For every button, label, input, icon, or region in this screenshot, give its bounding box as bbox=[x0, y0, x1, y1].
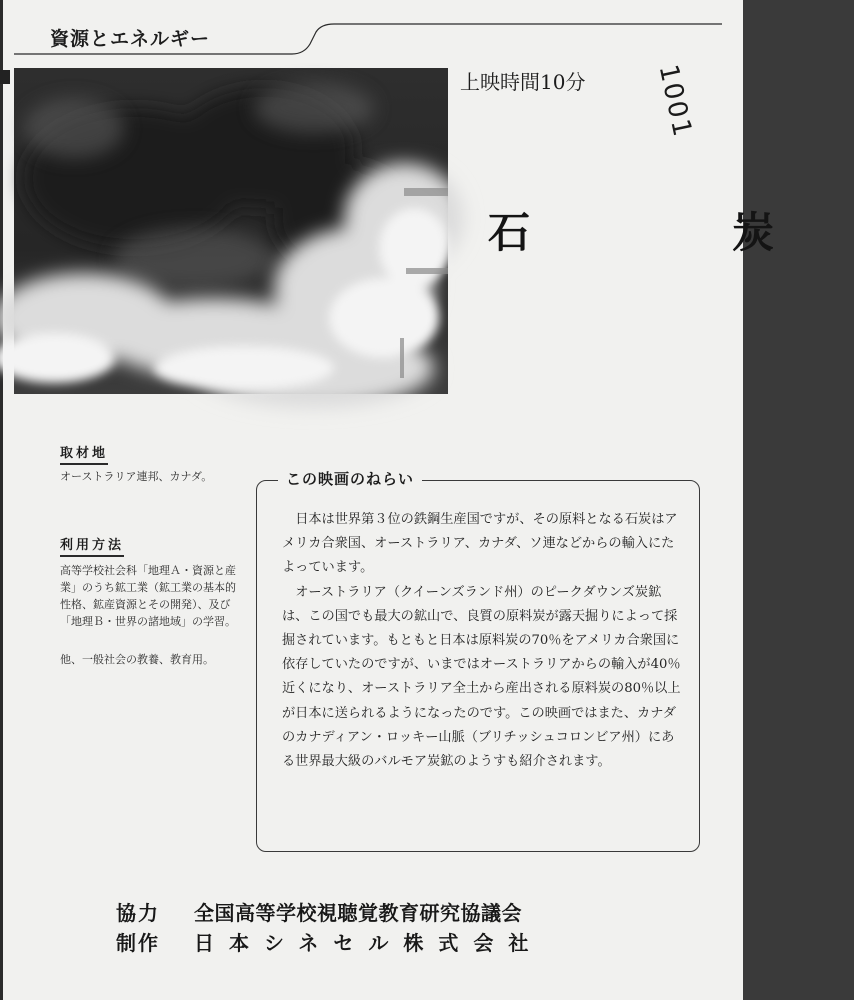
page-edge-mark bbox=[0, 70, 10, 84]
credit-cooperation bbox=[116, 897, 522, 926]
cooperation-value: 全国高等学校視聴覚教育研究協議会 bbox=[194, 901, 522, 925]
aim-heading: この映画のねらい bbox=[278, 468, 422, 489]
film-title: 石 炭 bbox=[488, 208, 854, 257]
usage-text: 高等学校社会科「地理Ａ・資源と産業」のうち鉱工業（鉱工業の基本的性格、鉱産資源とその開発）、及び「地理Ｂ・世界の諸地域」の学習。 bbox=[60, 564, 236, 628]
production-value: 日本シネセル株式会社 bbox=[194, 931, 544, 955]
credit-production bbox=[116, 927, 543, 956]
aim-paragraph: 日本は世界第３位の鉄鋼生産国ですが、その原料となる石炭はアメリカ合衆国、オーストラリア、カナダ、ソ連などからの輸入にたよっています。 bbox=[282, 512, 678, 576]
aim-paragraph: オーストラリア（クイーンズランド州）のピークダウンズ炭鉱は、この国でも最大の鉱山で、良質の原料炭が露天掘りによって採掘されています。もともと日本は原料炭の70％をアメリカ合衆国に依存していたのですが、いまではオーストラリアからの輸入が40％近くになり、オーストラリア全土から産出される原料炭の80％以上が日本に送られるようになったのです。この映画ではまた、カナダのカナディアン・ロッキー山脈（ブリチッシュコロンビア州）にある世界最大級のバルモア炭鉱のようすも紹介されます。 bbox=[282, 584, 681, 770]
usage-heading: 利用方法 bbox=[60, 534, 124, 557]
page-edge bbox=[0, 0, 3, 1000]
usage-text-general: 他、一般社会の教養、教育用。 bbox=[60, 653, 214, 666]
production-label: 制作 bbox=[116, 931, 160, 955]
location-text: オーストラリア連邦、カナダ。 bbox=[60, 470, 213, 483]
film-photo bbox=[14, 68, 448, 394]
aim-body bbox=[282, 508, 682, 774]
catalog-number: 1001 bbox=[652, 62, 698, 141]
cooperation-label: 協力 bbox=[116, 901, 160, 925]
series-title: 資源とエネルギー bbox=[50, 28, 211, 50]
location-heading: 取材地 bbox=[60, 442, 108, 465]
screening-time: 上映時間10分 bbox=[460, 70, 586, 94]
